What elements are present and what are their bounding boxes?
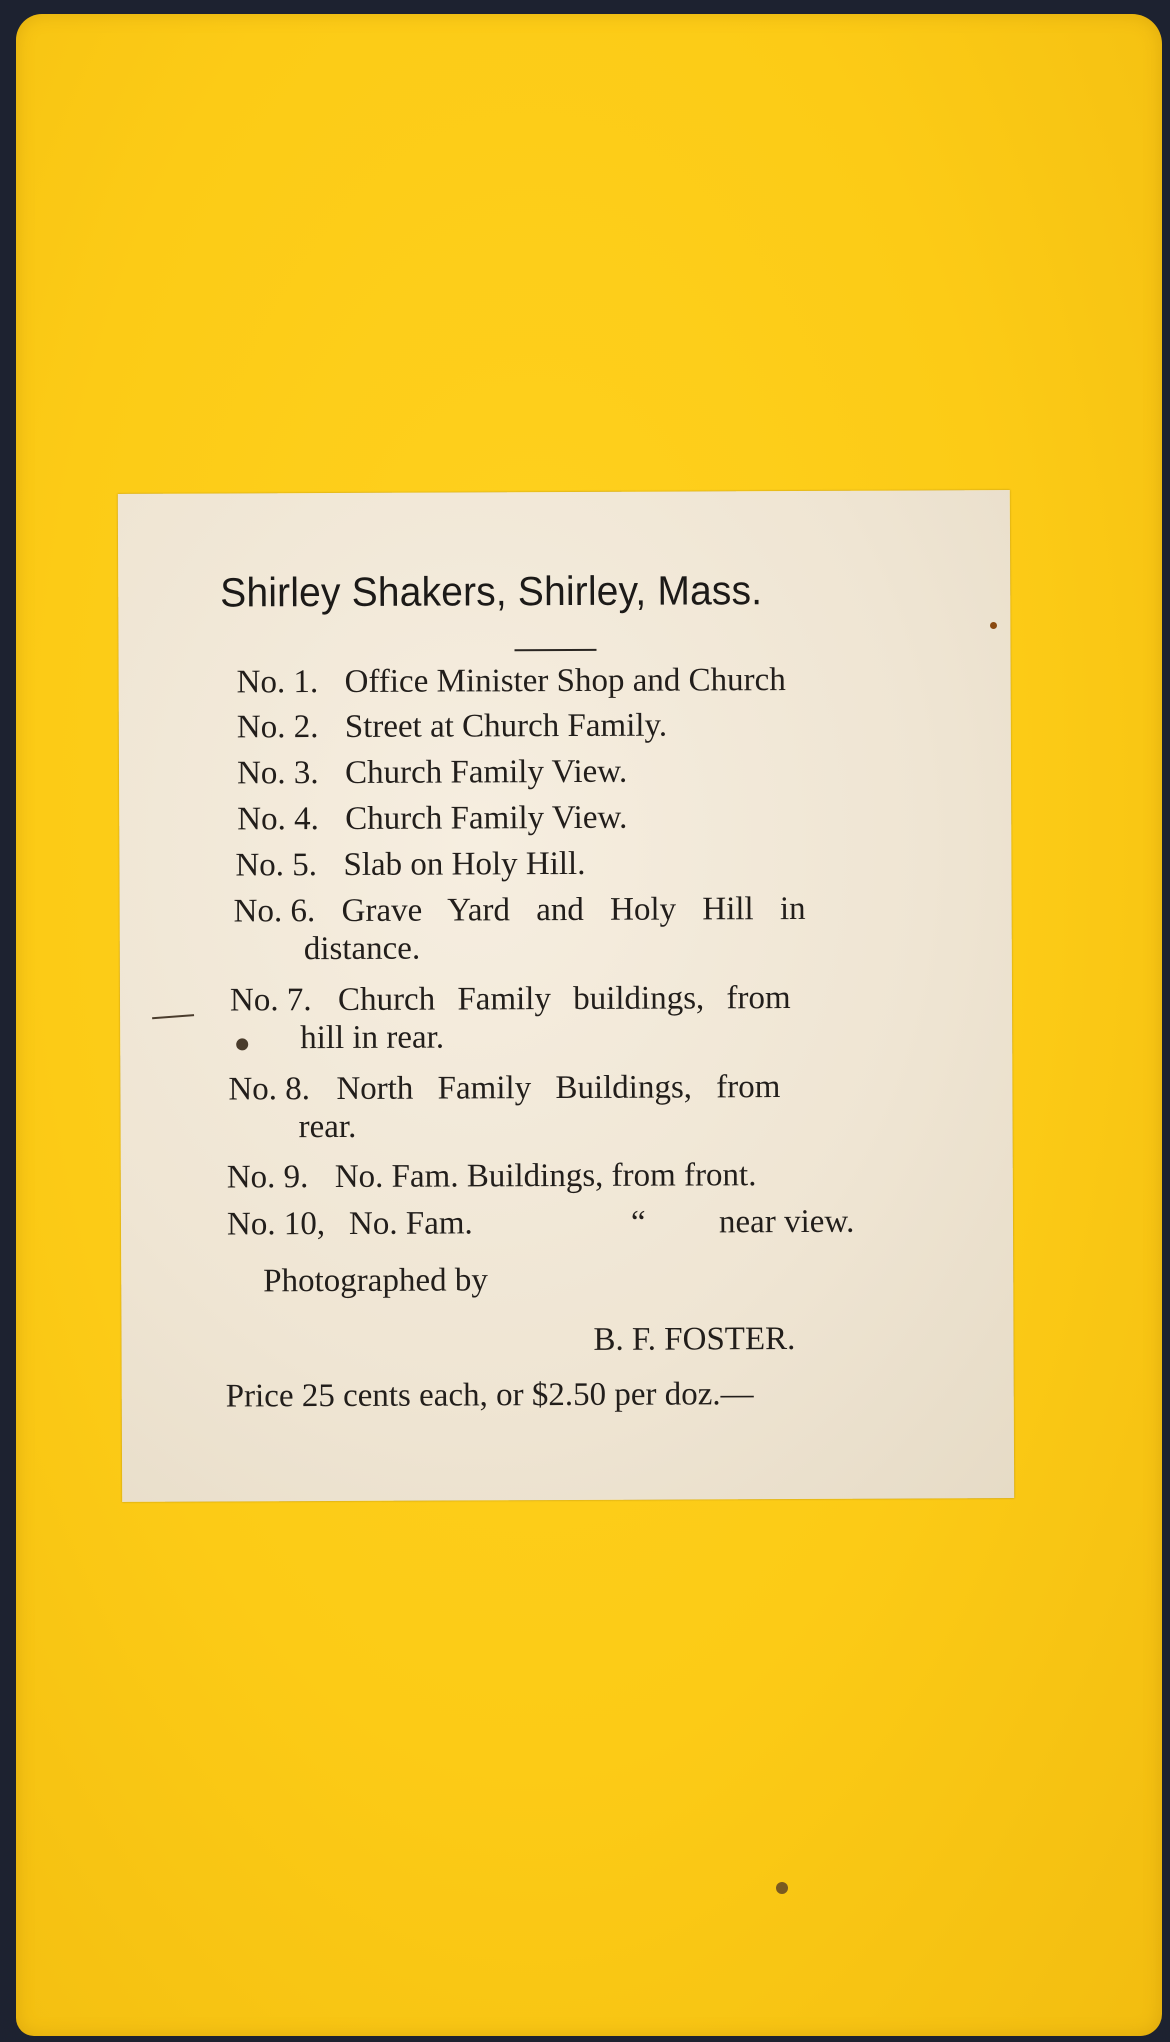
list-item: No. 10, No. Fam. “ near view. bbox=[226, 1203, 855, 1243]
stain-dot bbox=[990, 622, 997, 629]
list-item: No. 7. Church Family buildings, from hill in rear. bbox=[229, 980, 791, 1057]
list-item: No. 9. No. Fam. Buildings, from front. bbox=[226, 1157, 757, 1196]
list-item: No. 5. Slab on Holy Hill. bbox=[235, 845, 586, 884]
list-item: No. 8. North Family Buildings, from rear. bbox=[228, 1069, 781, 1146]
list-item: No. 4. Church Family View. bbox=[237, 799, 628, 838]
photographed-by-text: Photographed by bbox=[263, 1262, 488, 1300]
pencil-mark bbox=[152, 1014, 194, 1019]
list-item: No. 1. Office Minister Shop and Church bbox=[236, 662, 786, 701]
stain-dot bbox=[776, 1882, 788, 1894]
printed-label bbox=[118, 490, 1014, 1502]
card-mount bbox=[16, 14, 1162, 2036]
title-divider bbox=[514, 649, 596, 651]
label-title: Shirley Shakers, Shirley, Mass. bbox=[220, 567, 763, 616]
photographer-name: B. F. FOSTER. bbox=[593, 1321, 796, 1358]
list-item: No. 6. Grave Yard and Holy Hill in distance. bbox=[233, 890, 806, 968]
ink-spot bbox=[236, 1038, 248, 1050]
list-item: No. 3. Church Family View. bbox=[236, 753, 628, 792]
list-item: No. 2. Street at Church Family. bbox=[236, 707, 668, 746]
price-text: Price 25 cents each, or $2.50 per doz.— bbox=[225, 1376, 754, 1415]
